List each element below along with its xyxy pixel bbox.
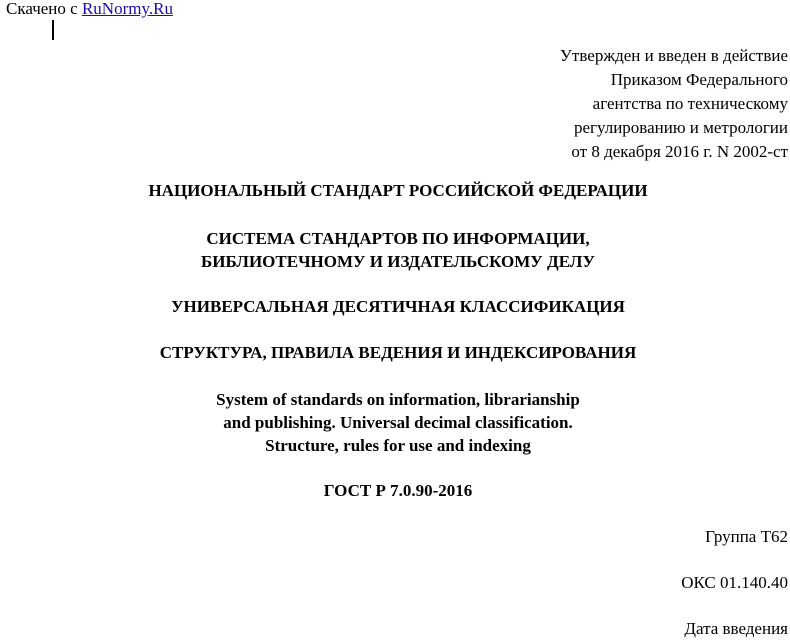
national-standard-title: НАЦИОНАЛЬНЫЙ СТАНДАРТ РОССИЙСКОЙ ФЕДЕРАЦИИ <box>148 181 648 200</box>
system-title <box>0 227 790 273</box>
source-prefix: Скачено с <box>6 0 82 18</box>
runormy-link[interactable]: RuNormy.Ru <box>81 0 173 18</box>
approval-line: Приказом Федерального <box>610 70 788 89</box>
approval-line: Утвержден и введен в действие <box>559 46 788 65</box>
english-title-line2: and publishing. Universal decimal classification. <box>223 413 573 432</box>
source-line <box>6 0 173 19</box>
system-title-line1: СИСТЕМА СТАНДАРТОВ ПО ИНФОРМАЦИИ, <box>206 229 590 248</box>
approval-line: от 8 декабря 2016 г. N 2002-ст <box>571 142 788 161</box>
text-cursor <box>52 20 54 40</box>
approval-line: регулированию и метрологии <box>573 118 788 137</box>
gost-number: ГОСТ Р 7.0.90-2016 <box>323 481 473 500</box>
oks-code: ОКС 01.140.40 <box>681 573 788 592</box>
english-title-line1: System of standards on information, librarianship <box>216 390 580 409</box>
group-code: Группа Т62 <box>705 527 788 546</box>
english-title <box>0 388 790 457</box>
udc-title: УНИВЕРСАЛЬНАЯ ДЕСЯТИЧНАЯ КЛАССИФИКАЦИЯ <box>171 297 625 316</box>
english-title-line3: Structure, rules for use and indexing <box>265 436 531 455</box>
approval-block <box>560 44 788 164</box>
structure-title: СТРУКТУРА, ПРАВИЛА ВЕДЕНИЯ И ИНДЕКСИРОВАНИЯ <box>159 343 637 362</box>
approval-line: агентства по техническому <box>592 94 788 113</box>
system-title-line2: БИБЛИОТЕЧНОМУ И ИЗДАТЕЛЬСКОМУ ДЕЛУ <box>201 252 595 271</box>
intro-date-label: Дата введения <box>684 619 788 638</box>
